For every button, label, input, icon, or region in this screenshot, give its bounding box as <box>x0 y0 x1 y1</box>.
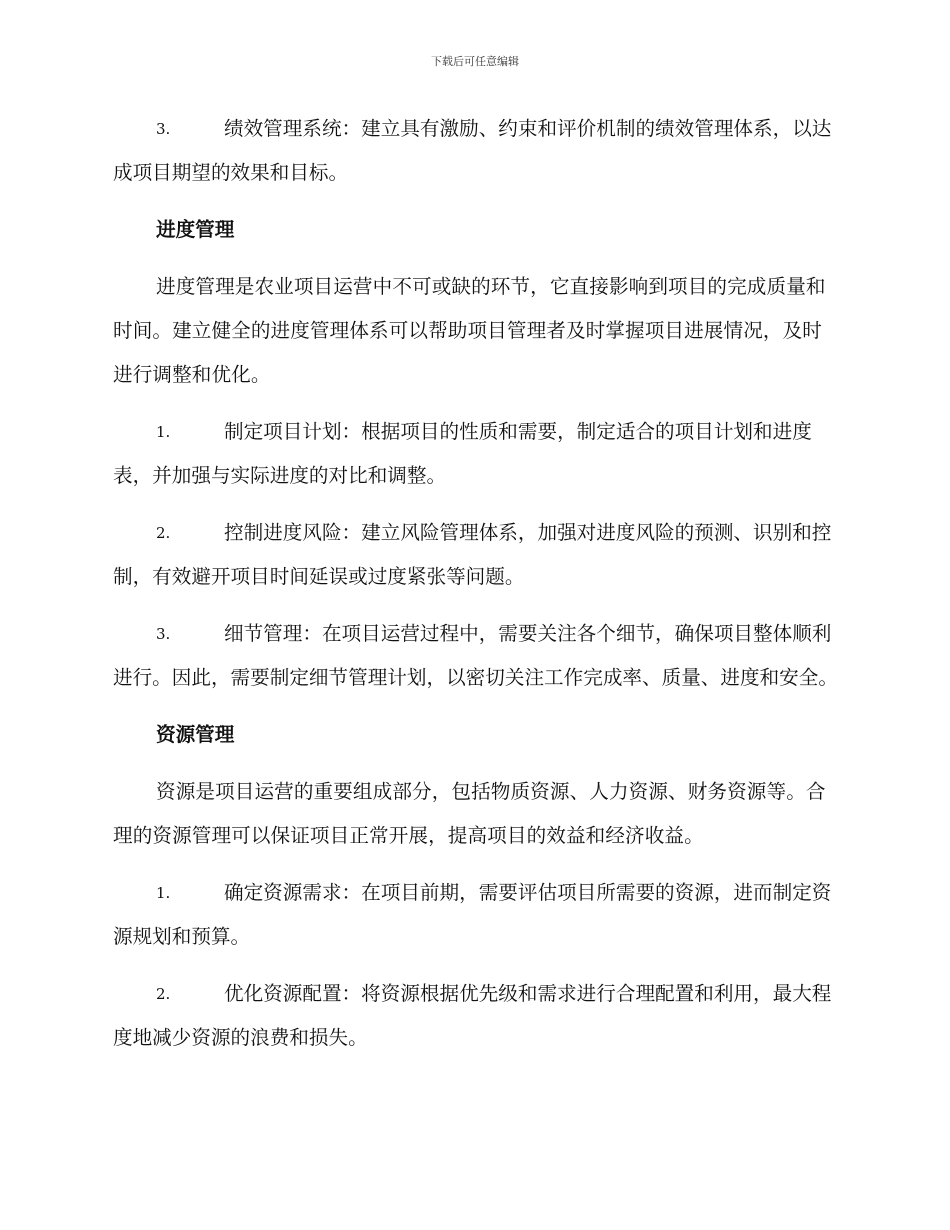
list-text: 制定项目计划：根据项目的性质和需要，制定适合的项目计划和进度表，并加强与实际进度的对比和调整。 <box>113 420 812 487</box>
list-text: 细节管理：在项目运营过程中，需要关注各个细节，确保项目整体顺利进行。因此，需要制定细节管理计划，以密切关注工作完成率、质量、进度和安全。 <box>113 622 838 689</box>
section-heading: 资源管理 <box>156 723 235 746</box>
list-number: 1. <box>156 884 171 902</box>
paragraph: 资源是项目运营的重要组成部分，包括物质资源、人力资源、财务资源等。合理的资源管理可以保证项目正常开展，提高项目的效益和经济收益。 <box>113 780 826 847</box>
page-header: 下载后可任意编辑 <box>431 55 519 68</box>
list-number: 2. <box>156 985 171 1003</box>
section-heading: 进度管理 <box>156 218 235 241</box>
list-item <box>113 612 838 700</box>
list-number: 1. <box>156 423 171 441</box>
paragraph: 进度管理是农业项目运营中不可或缺的环节，它直接影响到项目的完成质量和时间。建立健全的进度管理体系可以帮助项目管理者及时掌握项目进展情况，及时进行调整和优化。 <box>113 275 826 386</box>
list-number: 3. <box>156 625 171 643</box>
list-number: 3. <box>156 120 171 138</box>
list-item <box>113 972 838 1060</box>
document-body <box>113 107 838 1060</box>
list-text: 确定资源需求：在项目前期，需要评估项目所需要的资源，进而制定资源规划和预算。 <box>113 881 832 948</box>
list-text: 绩效管理系统：建立具有激励、约束和评价机制的绩效管理体系，以达成项目期望的效果和目标。 <box>113 117 832 184</box>
list-text: 优化资源配置：将资源根据优先级和需求进行合理配置和利用，最大程度地减少资源的浪费和损失。 <box>113 982 832 1049</box>
list-text: 控制进度风险：建立风险管理体系，加强对进度风险的预测、识别和控制，有效避开项目时间延误或过度紧张等问题。 <box>113 521 832 588</box>
list-item <box>113 107 838 195</box>
list-item <box>113 511 838 599</box>
list-number: 2. <box>156 524 171 542</box>
list-item <box>113 871 838 959</box>
list-item <box>113 410 838 498</box>
